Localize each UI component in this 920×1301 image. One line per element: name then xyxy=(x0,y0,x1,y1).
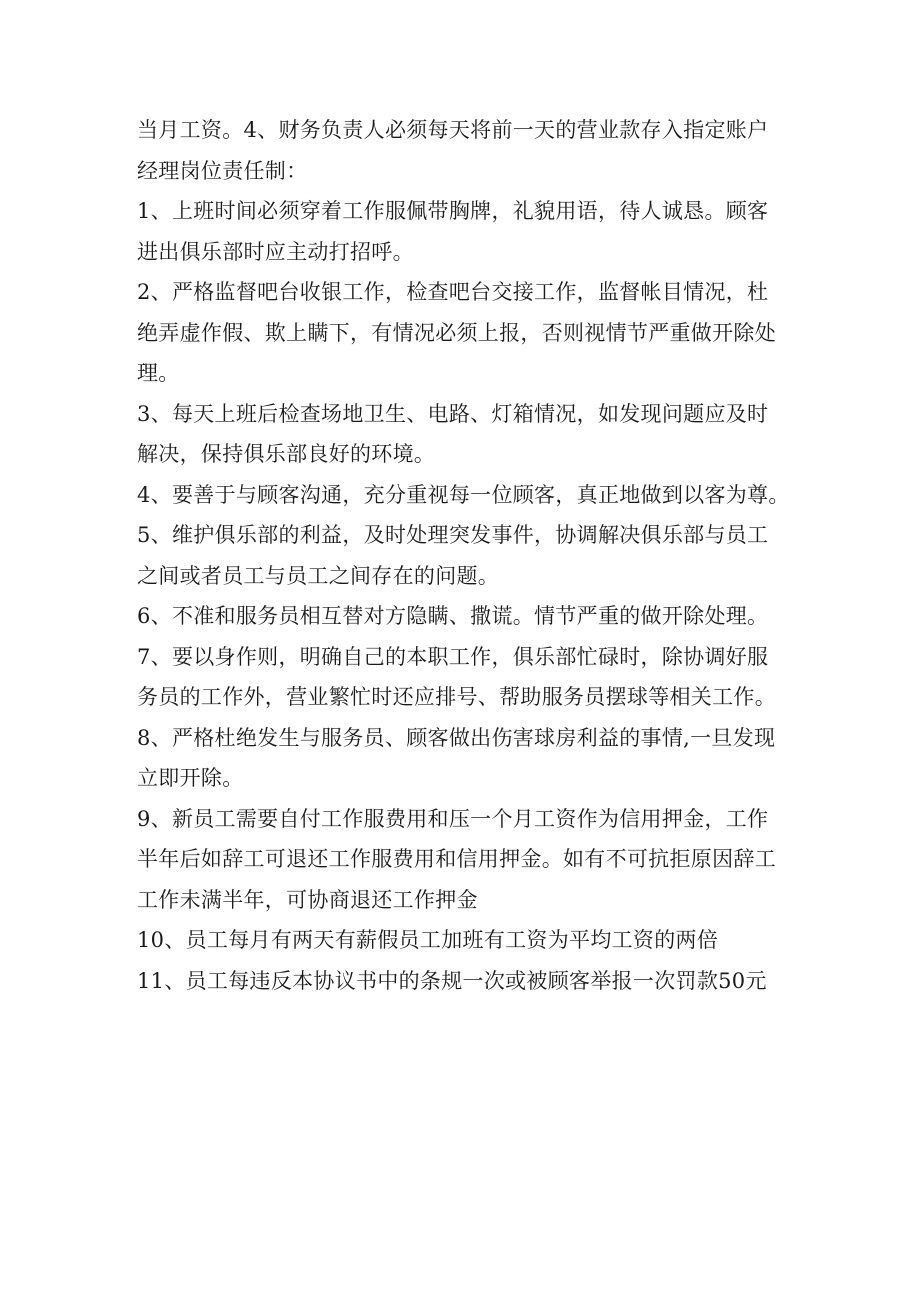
list-item-line: 9、新员工需要自付工作服费用和压一个月工资作为信用押金，工作 xyxy=(137,806,769,831)
document-body xyxy=(137,110,797,1001)
list-item-line: 11、员工每违反本协议书中的条规一次或被顾客举报一次罚款50元 xyxy=(137,968,767,993)
list-item-line: 6、不准和服务员相互替对方隐瞒、撒谎。情节严重的做开除处理。 xyxy=(137,604,769,628)
list-item-line: 5、维护俱乐部的利益，及时处理突发事件，协调解决俱乐部与员工 xyxy=(137,523,769,547)
list-item-line: 解决，保持俱乐部良好的环境。 xyxy=(137,442,436,466)
intro-paragraph xyxy=(137,110,797,151)
list-item-line: 务员的工作外，营业繁忙时还应排号、帮助服务员摆球等相关工作。 xyxy=(137,685,776,709)
list-item-line: 2、严格监督吧台收银工作，检查吧台交接工作，监督帐目情况，杜 xyxy=(137,280,769,304)
section-heading-text: 经理岗位责任制： xyxy=(137,158,308,183)
list-item-line: 半年后如辞工可退还工作服费用和信用押金。如有不可抗拒原因辞工 xyxy=(137,847,776,871)
list-item-line: 工作未满半年，可协商退还工作押金 xyxy=(137,887,478,912)
list-item-line: 7、要以身作则，明确自己的本职工作，俱乐部忙碌时，除协调好服 xyxy=(137,644,769,669)
list-item-line: 进出俱乐部时应主动打招呼。 xyxy=(137,239,414,264)
list-item-line: 之间或者员工与员工之间存在的问题。 xyxy=(137,563,500,588)
list-item-line: 理。 xyxy=(137,361,180,385)
list-item-line: 10、员工每月有两天有薪假员工加班有工资为平均工资的两倍 xyxy=(137,928,719,952)
list-item-6 xyxy=(137,596,797,637)
list-item-4 xyxy=(137,475,797,516)
list-item-5 xyxy=(137,515,797,596)
list-item-line: 3、每天上班后检查场地卫生、电路、灯箱情况，如发现问题应及时 xyxy=(137,401,769,426)
list-item-line: 立即开除。 xyxy=(137,766,244,790)
list-item-11 xyxy=(137,961,797,1002)
intro-line: 当月工资。4、财务负责人必须每天将前一天的营业款存入指定账户 xyxy=(137,118,769,142)
list-item-1 xyxy=(137,191,797,272)
list-item-10 xyxy=(137,920,797,961)
list-item-7 xyxy=(137,637,797,718)
list-item-8 xyxy=(137,718,797,799)
list-item-line: 8、严格杜绝发生与服务员、顾客做出伤害球房利益的事情,一旦发现 xyxy=(137,725,776,750)
list-item-line: 1、上班时间必须穿着工作服佩带胸牌，礼貌用语，待人诚恳。顾客 xyxy=(137,199,769,223)
list-item-9 xyxy=(137,799,797,921)
list-item-line: 绝弄虚作假、欺上瞒下，有情况必须上报，否则视情节严重做开除处 xyxy=(137,320,776,345)
section-heading xyxy=(137,151,797,192)
list-item-3 xyxy=(137,394,797,475)
list-item-line: 4、要善于与顾客沟通，充分重视每一位顾客，真正地做到以客为尊。 xyxy=(137,482,790,507)
list-item-2 xyxy=(137,272,797,394)
